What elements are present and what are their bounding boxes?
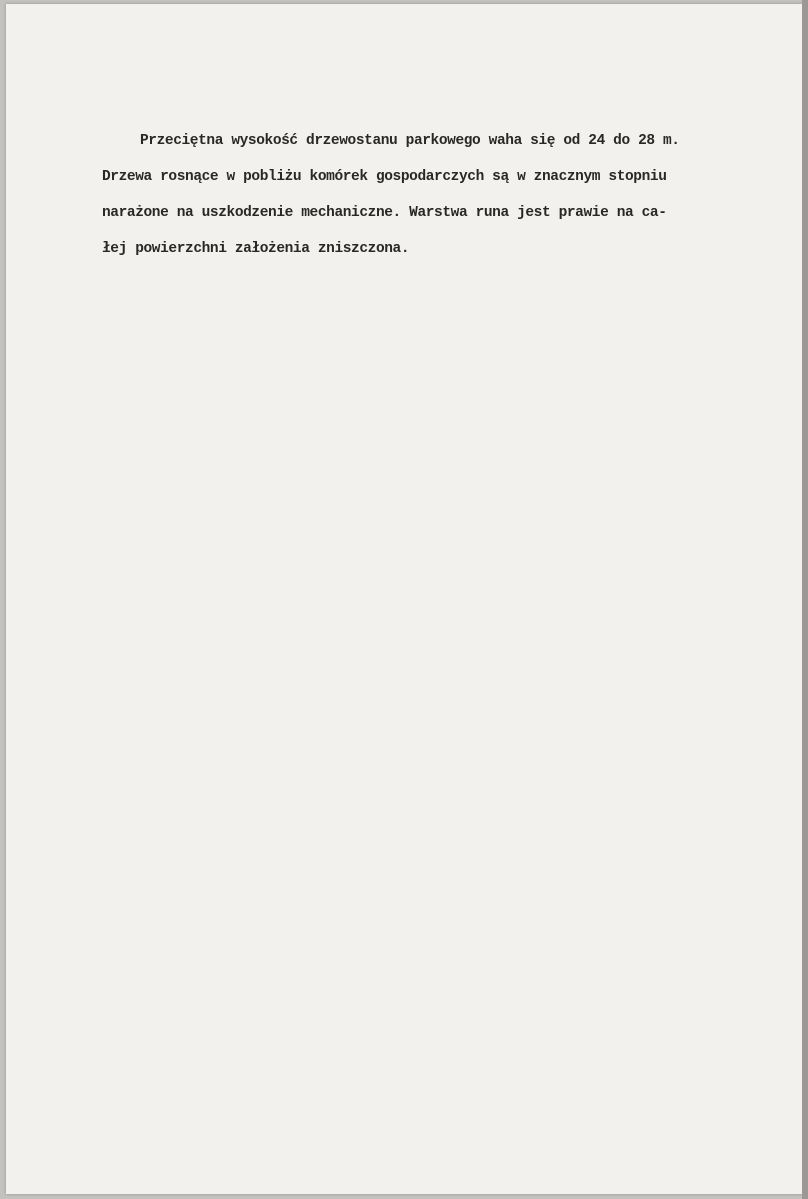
- paragraph-line: łej powierzchni założenia zniszczona.: [102, 241, 410, 257]
- scan-edge: [802, 0, 808, 1199]
- paragraph-line: Drzewa rosnące w pobliżu komórek gospodarczych są w znacznym stopniu: [102, 169, 667, 185]
- paragraph-line: narażone na uszkodzenie mechaniczne. Warstwa runa jest prawie na ca-: [102, 205, 667, 221]
- paragraph-line: Przeciętna wysokość drzewostanu parkowego waha się od 24 do 28 m.: [140, 133, 680, 149]
- document-paragraph: [102, 128, 742, 272]
